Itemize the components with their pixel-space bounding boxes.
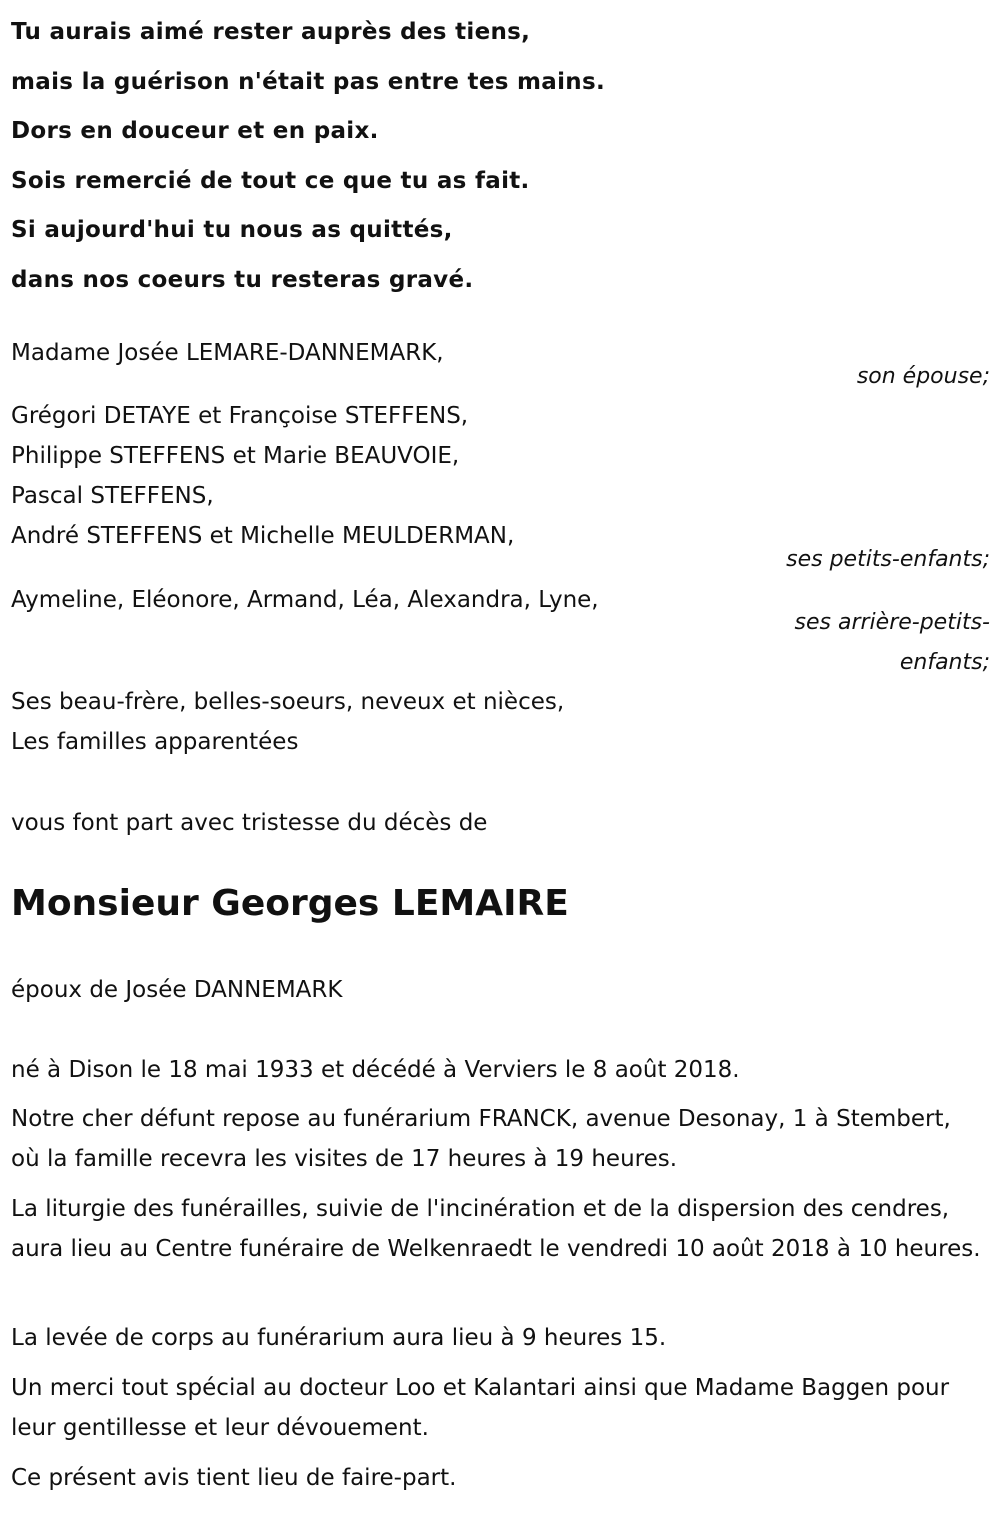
grandchildren-role: ses petits-enfants; xyxy=(786,547,990,572)
spouse-role: son épouse; xyxy=(856,364,990,389)
great-grandchildren: Aymeline, Eléonore, Armand, Léa, Alexandra, Lyne, xyxy=(11,587,599,613)
poem-line: Dors en douceur et en paix. xyxy=(11,118,379,145)
repose-paragraph: Notre cher défunt repose au funérarium FRANCK, avenue Desonay, 1 à Stembert, où la famille recevra les visites de 17 heures à 19 heures. xyxy=(11,1106,951,1172)
liturgy-paragraph: La liturgie des funérailles, suivie de l'incinération et de la dispersion des cendres, aura lieu au Centre funéraire de Welkenraedt le vendredi 10 août 2018 à 10 heures. xyxy=(11,1196,981,1262)
other-relatives: Ses beau-frère, belles-soeurs, neveux et nièces, xyxy=(11,689,565,715)
grandchild-line: André STEFFENS et Michelle MEULDERMAN, xyxy=(11,523,515,549)
spouse-name: Madame Josée LEMARE-DANNEMARK, xyxy=(11,340,444,366)
thanks-paragraph: Un merci tout spécial au docteur Loo et Kalantari ainsi que Madame Baggen pour leur gentillesse et leur dévouement. xyxy=(11,1375,950,1441)
spouse-of: époux de Josée DANNEMARK xyxy=(11,977,343,1003)
announcement: vous font part avec tristesse du décès de xyxy=(11,810,488,836)
poem-line: mais la guérison n'était pas entre tes mains. xyxy=(11,68,605,95)
poem-line: Tu aurais aimé rester auprès des tiens, xyxy=(11,19,531,45)
great-grandchildren-role: enfants; xyxy=(899,650,990,675)
poem xyxy=(11,8,605,306)
notice-paragraph: Ce présent avis tient lieu de faire-part. xyxy=(11,1465,457,1491)
grandchild-line: Pascal STEFFENS, xyxy=(11,483,214,509)
other-relatives: Les familles apparentées xyxy=(11,729,299,755)
poem-line: Si aujourd'hui tu nous as quittés, xyxy=(11,217,453,244)
birth-death-paragraph: né à Dison le 18 mai 1933 et décédé à Verviers le 8 août 2018. xyxy=(11,1057,740,1083)
grandchild-line: Grégori DETAYE et Françoise STEFFENS, xyxy=(11,403,469,429)
poem-line: Sois remercié de tout ce que tu as fait. xyxy=(11,167,530,194)
grandchild-line: Philippe STEFFENS et Marie BEAUVOIE, xyxy=(11,443,460,469)
deceased-name: Monsieur Georges LEMAIRE xyxy=(11,883,569,924)
great-grandchildren-role: ses arrière-petits- xyxy=(794,610,990,635)
poem-line: dans nos coeurs tu resteras gravé. xyxy=(11,266,474,293)
levee-paragraph: La levée de corps au funérarium aura lieu à 9 heures 15. xyxy=(11,1325,667,1351)
